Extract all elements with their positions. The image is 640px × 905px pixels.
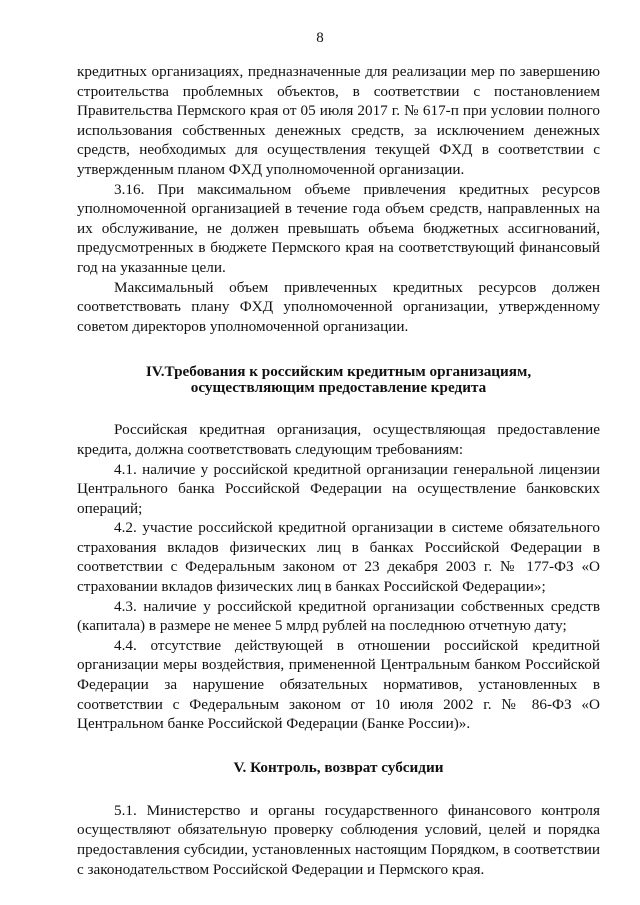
page-number: 8: [316, 30, 324, 46]
paragraph-4-2: 4.2. участие российской кредитной организации в системе обязательного страхования вкладов физических лиц в банках Российской Федерации в соответствии с Федеральным законом от 23 декабря 2003 г. № 177-ФЗ «О страховании вкладов физических лиц в банках Российской Федерации»;: [77, 519, 600, 596]
section-4-heading: [77, 364, 600, 396]
paragraph-4-3: 4.3. наличие у российской кредитной организации собственных средств (капитала) в размере не менее 5 млрд рублей на последнюю отчетную дату;: [77, 597, 600, 635]
section-4-heading-line1: IV.Требования к российским кредитным организациям,: [145, 363, 532, 381]
section-4-heading-line2: осуществляющим предоставление кредита: [190, 379, 487, 397]
paragraph-4-intro: Российская кредитная организация, осуществляющая предоставление кредита, должна соответствовать следующим требованиям:: [77, 421, 600, 458]
paragraph-4-1: 4.1. наличие у российской кредитной организации генеральной лицензии Центрального банка Российской Федерации на осуществление банковских операций;: [77, 460, 600, 517]
section-5-heading: V. Контроль, возврат субсидии: [233, 758, 444, 776]
paragraph-continuation: кредитных организациях, предназначенные для реализации мер по завершению строительства проблемных объектов, в соответствии с постановлением Правительства Пермского края от 05 июля 2017 г. № 617-п при условии полного использования собственных денежных средств, за исключением денежных средств, необходимых для осуществления текущей ФХД в соответствии с утвержденным планом ФХД уполномоченной организации.: [77, 63, 600, 178]
paragraph-5-1: 5.1. Министерство и органы государственного финансового контроля осуществляют обязательную проверку соблюдения условий, целей и порядка предоставления субсидии, установленных настоящим Порядком, в соответствии с законодательством Российской Федерации и Пермского края.: [77, 801, 600, 878]
paragraph-3-16: 3.16. При максимальном объеме привлечения кредитных ресурсов уполномоченной организацией в течение года объем средств, направленных на их обслуживание, не должен превышать объема бюджетных ассигнований, предусмотренных в бюджете Пермского края на соответствующий финансовый год на указанные цели.: [77, 180, 600, 276]
paragraph-4-4: 4.4. отсутствие действующей в отношении российской кредитной организации меры воздействия, примененной Центральным банком Российской Федерации за нарушение обязательных нормативов, установленных в соответствии с Федеральным законом от 10 июля 2002 г. № 86-ФЗ «О Центральном банке Российской Федерации (Банке России)».: [77, 636, 600, 733]
document-body: [77, 62, 600, 879]
paragraph-max-volume: Максимальный объем привлеченных кредитных ресурсов должен соответствовать плану ФХД уполномоченной организации, утвержденному советом директоров уполномоченной организации.: [77, 278, 600, 335]
